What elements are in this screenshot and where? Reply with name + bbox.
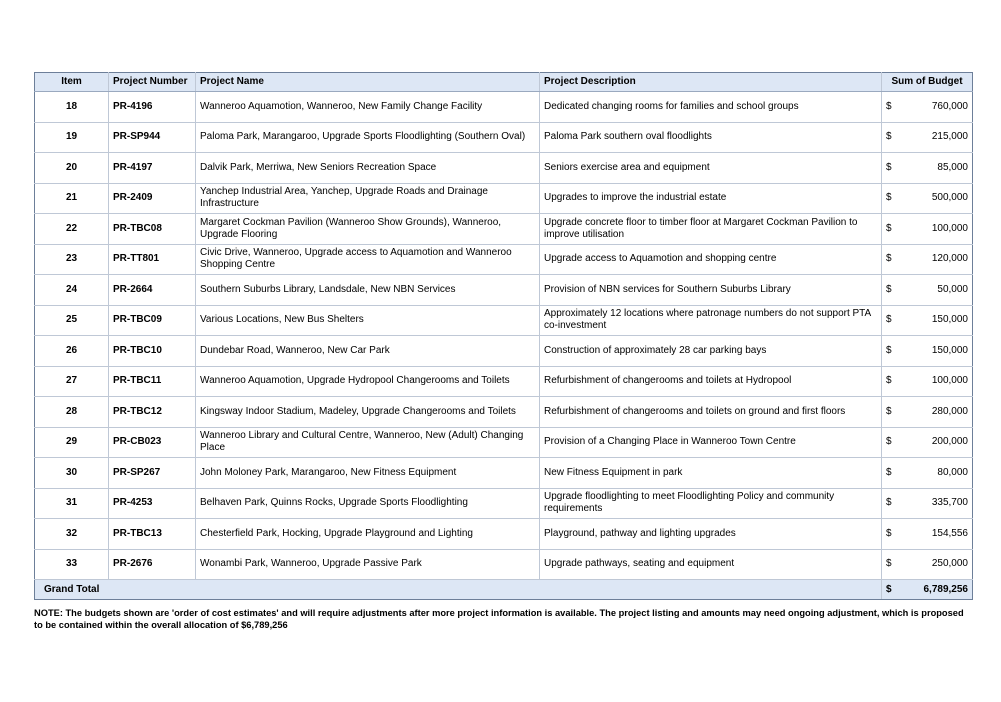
row-project-number: PR-CB023 bbox=[109, 427, 196, 458]
row-project-description: Refurbishment of changerooms and toilets at Hydropool bbox=[540, 366, 882, 397]
row-project-number: PR-TT801 bbox=[109, 244, 196, 275]
row-item-number: 24 bbox=[35, 275, 109, 306]
row-item-number: 21 bbox=[35, 183, 109, 214]
row-project-description: Seniors exercise area and equipment bbox=[540, 153, 882, 184]
row-budget-amount: 250,000 bbox=[931, 558, 968, 570]
row-project-number: PR-TBC11 bbox=[109, 366, 196, 397]
row-item-number: 26 bbox=[35, 336, 109, 367]
row-budget-cell bbox=[882, 183, 973, 214]
row-project-name: Various Locations, New Bus Shelters bbox=[196, 305, 540, 336]
row-item-number: 18 bbox=[35, 92, 109, 123]
row-project-number: PR-4197 bbox=[109, 153, 196, 184]
row-project-name: Belhaven Park, Quinns Rocks, Upgrade Sports Floodlighting bbox=[196, 488, 540, 519]
row-project-description: New Fitness Equipment in park bbox=[540, 458, 882, 489]
row-project-description: Upgrade pathways, seating and equipment bbox=[540, 549, 882, 580]
row-project-description: Upgrade concrete floor to timber floor at Margaret Cockman Pavilion to improve utilisation bbox=[540, 214, 882, 245]
row-project-description: Refurbishment of changerooms and toilets on ground and first floors bbox=[540, 397, 882, 428]
row-budget-cell bbox=[882, 397, 973, 428]
table-row bbox=[35, 519, 973, 550]
row-budget-cell bbox=[882, 153, 973, 184]
row-project-number: PR-SP944 bbox=[109, 122, 196, 153]
table-row bbox=[35, 458, 973, 489]
row-budget-currency: $ bbox=[886, 222, 892, 234]
row-budget-amount: 100,000 bbox=[931, 375, 968, 387]
row-budget-currency: $ bbox=[886, 527, 892, 539]
row-budget-cell bbox=[882, 305, 973, 336]
row-budget-cell bbox=[882, 549, 973, 580]
row-project-description: Dedicated changing rooms for families and school groups bbox=[540, 92, 882, 123]
row-project-name: Kingsway Indoor Stadium, Madeley, Upgrade Changerooms and Toilets bbox=[196, 397, 540, 428]
row-project-name: Paloma Park, Marangaroo, Upgrade Sports Floodlighting (Southern Oval) bbox=[196, 122, 540, 153]
row-project-number: PR-2409 bbox=[109, 183, 196, 214]
row-item-number: 22 bbox=[35, 214, 109, 245]
table-row bbox=[35, 122, 973, 153]
row-project-description: Upgrades to improve the industrial estate bbox=[540, 183, 882, 214]
row-budget-currency: $ bbox=[886, 131, 892, 143]
row-budget-currency: $ bbox=[886, 100, 892, 112]
row-budget-currency: $ bbox=[886, 192, 892, 204]
row-budget-cell bbox=[882, 519, 973, 550]
row-budget-currency: $ bbox=[886, 344, 892, 356]
row-project-name: John Moloney Park, Marangaroo, New Fitness Equipment bbox=[196, 458, 540, 489]
row-budget-amount: 500,000 bbox=[931, 192, 968, 204]
row-project-description: Construction of approximately 28 car parking bays bbox=[540, 336, 882, 367]
row-budget-currency: $ bbox=[886, 314, 892, 326]
row-item-number: 27 bbox=[35, 366, 109, 397]
row-project-number: PR-2676 bbox=[109, 549, 196, 580]
row-project-number: PR-4253 bbox=[109, 488, 196, 519]
row-project-number: PR-2664 bbox=[109, 275, 196, 306]
row-project-description: Upgrade floodlighting to meet Floodlighting Policy and community requirements bbox=[540, 488, 882, 519]
row-project-name: Yanchep Industrial Area, Yanchep, Upgrade Roads and Drainage Infrastructure bbox=[196, 183, 540, 214]
table-row bbox=[35, 275, 973, 306]
row-budget-cell bbox=[882, 214, 973, 245]
row-budget-amount: 50,000 bbox=[937, 283, 968, 295]
row-budget-cell bbox=[882, 244, 973, 275]
row-project-number: PR-TBC12 bbox=[109, 397, 196, 428]
row-project-description: Playground, pathway and lighting upgrades bbox=[540, 519, 882, 550]
header-sum-of-budget: Sum of Budget bbox=[882, 73, 973, 92]
header-item: Item bbox=[35, 73, 109, 92]
row-project-name: Wonambi Park, Wanneroo, Upgrade Passive Park bbox=[196, 549, 540, 580]
row-budget-currency: $ bbox=[886, 253, 892, 265]
row-budget-cell bbox=[882, 122, 973, 153]
grand-total-label: Grand Total bbox=[35, 580, 882, 600]
row-project-name: Chesterfield Park, Hocking, Upgrade Playground and Lighting bbox=[196, 519, 540, 550]
row-item-number: 28 bbox=[35, 397, 109, 428]
row-item-number: 20 bbox=[35, 153, 109, 184]
row-project-name: Wanneroo Aquamotion, Wanneroo, New Family Change Facility bbox=[196, 92, 540, 123]
row-item-number: 31 bbox=[35, 488, 109, 519]
row-budget-amount: 154,556 bbox=[931, 527, 968, 539]
project-budget-table bbox=[34, 72, 973, 600]
row-budget-cell bbox=[882, 427, 973, 458]
header-project-name: Project Name bbox=[196, 73, 540, 92]
row-item-number: 19 bbox=[35, 122, 109, 153]
table-row bbox=[35, 183, 973, 214]
row-item-number: 25 bbox=[35, 305, 109, 336]
row-item-number: 30 bbox=[35, 458, 109, 489]
row-project-name: Dalvik Park, Merriwa, New Seniors Recreation Space bbox=[196, 153, 540, 184]
row-budget-amount: 85,000 bbox=[937, 161, 968, 173]
row-project-number: PR-SP267 bbox=[109, 458, 196, 489]
row-budget-amount: 215,000 bbox=[931, 131, 968, 143]
table-row bbox=[35, 549, 973, 580]
table-row bbox=[35, 153, 973, 184]
row-budget-cell bbox=[882, 275, 973, 306]
budget-note: NOTE: The budgets shown are 'order of cost estimates' and will require adjustments after more project information is available. The project listing and amounts may need ongoing adjustment, which is proposed to be contained within the overall allocation of $6,789,256 bbox=[34, 608, 964, 630]
table-row bbox=[35, 427, 973, 458]
row-project-number: PR-TBC10 bbox=[109, 336, 196, 367]
row-budget-currency: $ bbox=[886, 283, 892, 295]
row-project-name: Dundebar Road, Wanneroo, New Car Park bbox=[196, 336, 540, 367]
row-budget-currency: $ bbox=[886, 558, 892, 570]
row-project-number: PR-4196 bbox=[109, 92, 196, 123]
row-project-name: Southern Suburbs Library, Landsdale, New NBN Services bbox=[196, 275, 540, 306]
row-budget-amount: 760,000 bbox=[931, 100, 968, 112]
table-row bbox=[35, 397, 973, 428]
row-project-description: Provision of NBN services for Southern Suburbs Library bbox=[540, 275, 882, 306]
row-project-description: Approximately 12 locations where patronage numbers do not support PTA co-investment bbox=[540, 305, 882, 336]
row-budget-amount: 280,000 bbox=[931, 405, 968, 417]
row-budget-currency: $ bbox=[886, 405, 892, 417]
row-budget-amount: 80,000 bbox=[937, 466, 968, 478]
row-budget-cell bbox=[882, 488, 973, 519]
table-row bbox=[35, 305, 973, 336]
row-budget-currency: $ bbox=[886, 497, 892, 509]
row-project-name: Wanneroo Aquamotion, Upgrade Hydropool Changerooms and Toilets bbox=[196, 366, 540, 397]
row-budget-cell bbox=[882, 366, 973, 397]
row-budget-currency: $ bbox=[886, 375, 892, 387]
row-item-number: 23 bbox=[35, 244, 109, 275]
row-project-name: Wanneroo Library and Cultural Centre, Wanneroo, New (Adult) Changing Place bbox=[196, 427, 540, 458]
row-budget-amount: 120,000 bbox=[931, 253, 968, 265]
row-budget-amount: 200,000 bbox=[931, 436, 968, 448]
table-row bbox=[35, 244, 973, 275]
row-budget-amount: 100,000 bbox=[931, 222, 968, 234]
row-project-description: Provision of a Changing Place in Wanneroo Town Centre bbox=[540, 427, 882, 458]
row-budget-amount: 335,700 bbox=[931, 497, 968, 509]
row-budget-cell bbox=[882, 336, 973, 367]
row-budget-currency: $ bbox=[886, 436, 892, 448]
row-budget-cell bbox=[882, 92, 973, 123]
row-budget-currency: $ bbox=[886, 161, 892, 173]
header-project-description: Project Description bbox=[540, 73, 882, 92]
row-budget-amount: 150,000 bbox=[931, 314, 968, 326]
row-project-number: PR-TBC08 bbox=[109, 214, 196, 245]
row-budget-cell bbox=[882, 458, 973, 489]
row-project-number: PR-TBC13 bbox=[109, 519, 196, 550]
row-project-description: Upgrade access to Aquamotion and shopping centre bbox=[540, 244, 882, 275]
row-item-number: 29 bbox=[35, 427, 109, 458]
row-budget-currency: $ bbox=[886, 466, 892, 478]
row-item-number: 33 bbox=[35, 549, 109, 580]
row-budget-amount: 150,000 bbox=[931, 344, 968, 356]
table-row bbox=[35, 214, 973, 245]
table-row bbox=[35, 336, 973, 367]
grand-total-budget-cell bbox=[882, 580, 973, 600]
row-project-number: PR-TBC09 bbox=[109, 305, 196, 336]
table-header-row bbox=[35, 73, 973, 92]
table-row bbox=[35, 488, 973, 519]
grand-total-row bbox=[35, 580, 973, 600]
row-project-name: Margaret Cockman Pavilion (Wanneroo Show Grounds), Wanneroo, Upgrade Flooring bbox=[196, 214, 540, 245]
grand-total-amount: 6,789,256 bbox=[923, 583, 968, 595]
header-project-number: Project Number bbox=[109, 73, 196, 92]
row-project-name: Civic Drive, Wanneroo, Upgrade access to Aquamotion and Wanneroo Shopping Centre bbox=[196, 244, 540, 275]
grand-total-currency: $ bbox=[886, 583, 892, 595]
row-project-description: Paloma Park southern oval floodlights bbox=[540, 122, 882, 153]
table-row bbox=[35, 92, 973, 123]
row-item-number: 32 bbox=[35, 519, 109, 550]
table-row bbox=[35, 366, 973, 397]
